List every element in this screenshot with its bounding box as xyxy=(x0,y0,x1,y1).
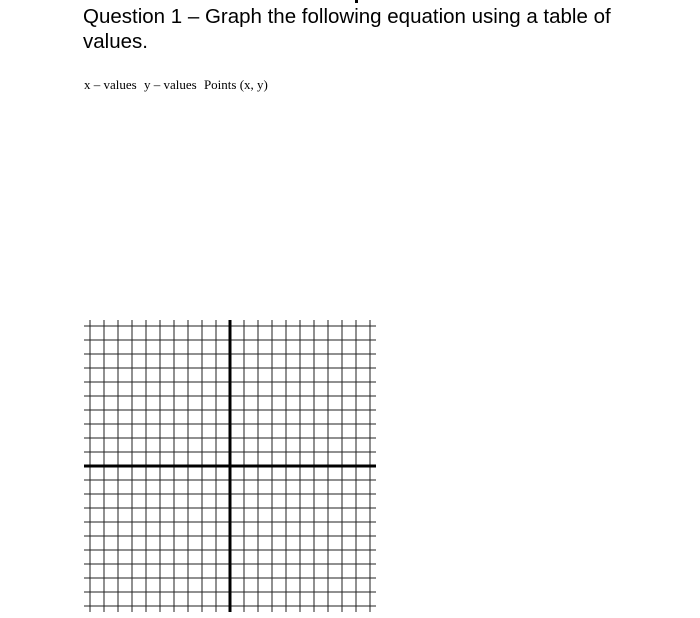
question-title: Question 1 – Graph the following equation using a table of values. xyxy=(83,5,611,53)
coordinate-grid-svg xyxy=(84,320,376,612)
cropped-text-fragment xyxy=(355,0,358,3)
header-y-values: y – values xyxy=(143,77,197,92)
coordinate-grid xyxy=(84,320,376,612)
header-x-values: x – values xyxy=(84,77,137,92)
values-table-header xyxy=(84,77,268,93)
header-points: Points (x, y) xyxy=(203,77,268,92)
